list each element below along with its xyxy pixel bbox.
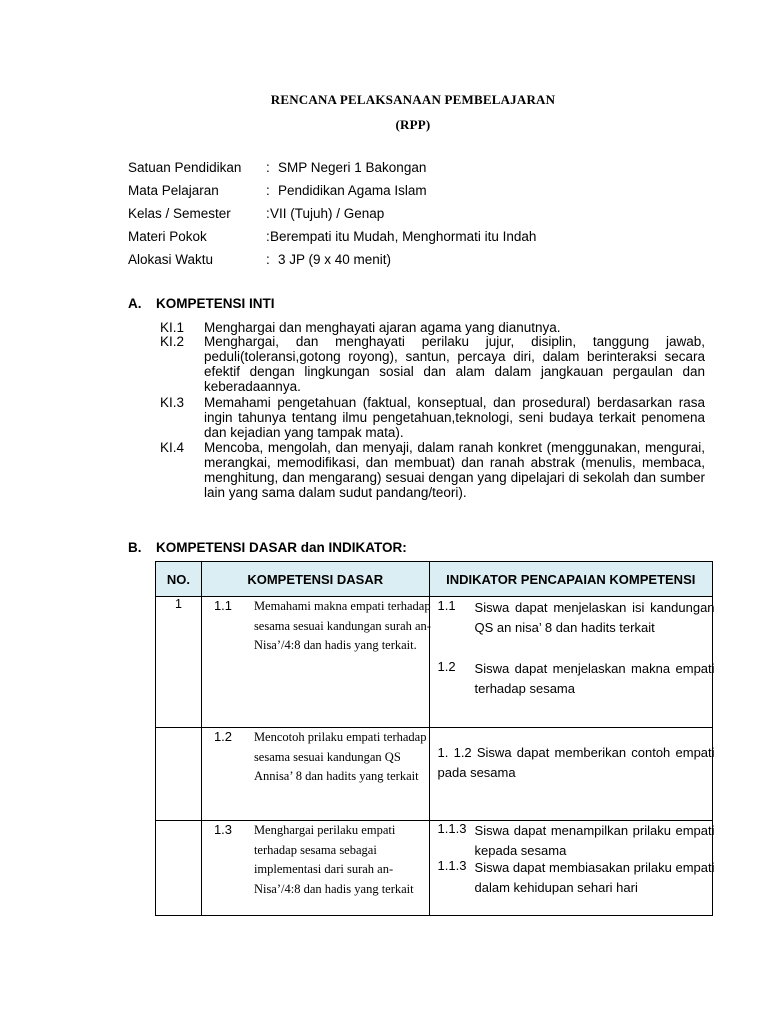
header-indicator: INDIKATOR PENCAPAIAN KOMPETENSI (429, 562, 712, 597)
table-row (156, 821, 713, 916)
section-title: KOMPETENSI INTI (156, 296, 275, 311)
table-row (156, 728, 713, 821)
kd-number: 1.1 (213, 598, 233, 613)
section-title: KOMPETENSI DASAR dan INDIKATOR: (156, 540, 407, 555)
table-row (156, 597, 713, 728)
indicator-text: 1. 1.2 Siswa dapat memberikan contoh empati pada sesama (437, 745, 715, 780)
indicator-text: Siswa dapat membiasakan prilaku empati dalam kehidupan sehari hari (474, 860, 715, 895)
indicator-number: 1.1.3 (437, 821, 467, 836)
kd-text: Memahami makna empati terhadap sesama sesuai kandungan surah an-Nisa’/4:8 dan hadis yang terkait. (253, 599, 431, 652)
identity-separator: : (266, 183, 270, 198)
identity-separator: : (266, 252, 270, 267)
ki-text: Memahami pengetahuan (faktual, konseptual, dan prosedural) berdasarkan rasa ingin tahunya tentang ilmu pengetahuan,teknologi, seni budaya terkait penomena dan kejadian yang tampak mata). (204, 395, 705, 440)
identity-label: Satuan Pendidikan (128, 160, 242, 175)
indicator-number: 1.1 (437, 598, 456, 613)
section-letter: A. (128, 296, 142, 311)
ki-text: Menghargai dan menghayati ajaran agama yang dianutnya. (204, 320, 561, 335)
row-number (156, 821, 202, 916)
ki-label: KI.1 (160, 320, 185, 335)
document-subtitle: (RPP) (395, 117, 431, 132)
kd-number: 1.3 (213, 822, 233, 837)
kd-text: Mencotoh prilaku empati terhadap sesama sesuai kandungan QS Annisa’ 8 dan hadits yang terkait (253, 730, 427, 783)
identity-label: Alokasi Waktu (128, 252, 214, 267)
kd-cell (201, 597, 429, 728)
identity-value: 3 JP (9 x 40 menit) (278, 252, 392, 267)
identity-separator: : (266, 206, 270, 221)
row-number (156, 728, 202, 821)
ki-label: KI.4 (160, 440, 185, 455)
identity-separator: : (266, 160, 270, 175)
identity-value: SMP Negeri 1 Bakongan (278, 160, 427, 175)
header-no: NO. (156, 562, 202, 597)
kd-text: Menghargai perilaku empati terhadap sesama sebagai implementasi dari surah an-Nisa’/4:8 dan hadis yang terkait (253, 823, 414, 896)
identity-value: Pendidikan Agama Islam (278, 183, 427, 198)
indicator-text: Siswa dapat menampilkan prilaku empati kepada sesama (474, 823, 715, 858)
identity-value: Berempati itu Mudah, Menghormati itu Indah (270, 229, 537, 244)
indicator-number: 1.2 (437, 659, 456, 674)
section-b-heading (128, 540, 407, 555)
ki-text: Menghargai, dan menghayati perilaku jujur, disiplin, tanggung jawab, peduli(toleransi,gotong royong), santun, percaya diri, dalam berinteraksi secara efektif dengan lingkungan sosial dan alam dalam jangkauan pergaulan dan keberadaannya. (204, 334, 705, 394)
section-letter: B. (128, 540, 142, 555)
kd-cell (201, 728, 429, 821)
indicator-number: 1.1.3 (437, 858, 467, 873)
kd-cell (201, 821, 429, 916)
document-title: RENCANA PELAKSANAAN PEMBELAJARAN (270, 92, 556, 107)
section-a-heading (128, 296, 275, 311)
indicator-cell (429, 728, 715, 821)
row-number: 1 (156, 597, 202, 728)
identity-value: VII (Tujuh) / Genap (270, 206, 385, 221)
indicator-text: Siswa dapat menjelaskan makna empati terhadap sesama (474, 661, 715, 696)
header-kd: KOMPETENSI DASAR (201, 562, 429, 597)
ki-label: KI.3 (160, 395, 185, 410)
indicator-cell (429, 821, 715, 916)
table-header-row (156, 562, 713, 597)
ki-text: Mencoba, mengolah, dan menyaji, dalam ranah konkret (menggunakan, mengurai, merangkai, memodifikasi, dan membuat) dan ranah abstrak (menulis, membaca, menghitung, dan mengarang) sesuai dengan yang dipelajari di sekolah dan sumber lain yang sama dalam sudut pandang/teori). (204, 440, 705, 500)
identity-label: Materi Pokok (128, 229, 207, 244)
kd-number: 1.2 (213, 729, 233, 744)
ki-label: KI.2 (160, 334, 185, 349)
indicator-text: Siswa dapat menjelaskan isi kandungan QS an nisa’ 8 dan hadits terkait (474, 600, 715, 635)
kd-indicator-table (155, 561, 713, 916)
indicator-cell (429, 597, 715, 728)
identity-separator: : (266, 229, 270, 244)
identity-label: Kelas / Semester (128, 206, 231, 221)
identity-label: Mata Pelajaran (128, 183, 219, 198)
